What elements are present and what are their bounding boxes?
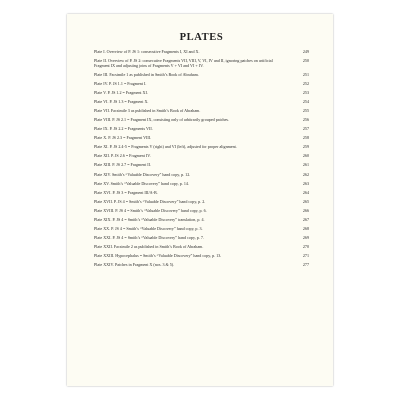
plate-caption: Plate XX. P. JS 4 = Smith’s “Valuable Discovery” hand copy, p. 3.: [94, 225, 203, 231]
plate-caption: Plate XIX. P. JS 4 = Smith’s “Valuable Discovery” translation, p. 4.: [94, 216, 205, 222]
list-item: [94, 126, 309, 131]
list-item: [94, 108, 309, 113]
page-number: 256: [302, 117, 309, 123]
plate-caption: Plate XIII. P. JS 2.7 = Fragment II.: [94, 162, 151, 168]
list-item: [94, 244, 309, 249]
page-number: 254: [302, 99, 309, 105]
list-item: [94, 217, 309, 222]
list-item: [94, 208, 309, 213]
page-number: 257: [302, 126, 309, 132]
document-page: [67, 14, 333, 386]
page-number: 267: [302, 216, 309, 222]
page-number: 269: [302, 234, 309, 240]
list-item: [94, 199, 309, 204]
list-item: [94, 262, 309, 267]
list-item: [94, 99, 309, 104]
list-item: [94, 226, 309, 231]
plate-caption: Plate XI. P. JS 2.4-5 = Fragments V (right) and VI (left), adjusted for proper alignment.: [94, 144, 237, 150]
page-number: 263: [302, 180, 309, 186]
plate-caption: Plate VIII. P. JS 2.1 = Fragment IX, consisting only of arbitrarily grouped patches.: [94, 117, 230, 123]
plate-caption: Plate IV. P. JS 1.1 = Fragment I.: [94, 81, 147, 87]
page-number: 277: [302, 261, 309, 267]
page-number: 261: [302, 162, 309, 168]
plate-caption: Plate XXII. Facsimile 2 as published in Smith’s Book of Abraham.: [94, 243, 204, 249]
plate-caption: Plate VI. P. JS 1.3 = Fragment X.: [94, 99, 149, 105]
plate-caption: Plate XXIV. Patches in Fragment X (nos. 3 & 5).: [94, 261, 175, 267]
page-number: 249: [302, 49, 309, 54]
page-number: 252: [302, 81, 309, 87]
page-number: 268: [302, 225, 309, 231]
list-item: [94, 162, 309, 167]
list-item: [94, 135, 309, 140]
page-number: 262: [302, 171, 309, 177]
page-number: 255: [302, 108, 309, 114]
page-number: 271: [302, 252, 309, 258]
page-number: 265: [302, 198, 309, 204]
list-item: [94, 190, 309, 195]
plate-caption: Plate IX. P. JS 2.2 = Fragments VII.: [94, 126, 153, 132]
page-number: 250: [302, 58, 309, 64]
page-number: 258: [302, 135, 309, 141]
page-number: 266: [302, 207, 309, 213]
list-item: [94, 235, 309, 240]
plate-caption: Plate V. P. JS 1.2 = Fragment XI.: [94, 90, 148, 96]
list-item: [94, 81, 309, 86]
plate-caption: Plate I. Overview of P. JS 1: consecutive Fragments I, XI and X.: [94, 49, 200, 54]
plate-caption: Plate X. P. JS 2.3 = Fragment VIII.: [94, 135, 152, 141]
page-number: 259: [302, 144, 309, 150]
page-title: PLATES: [179, 32, 224, 43]
list-item: [94, 117, 309, 122]
plate-caption: Plate XXI. P. JS 4 = Smith’s “Valuable Discovery” hand copy, p. 7.: [94, 234, 204, 240]
plate-caption: Plate XIV. Smith’s “Valuable Discovery” hand copy, p. 12.: [94, 171, 191, 177]
plates-list: [94, 49, 309, 267]
plate-caption: Plate XVIII. P. JS 4 = Smith’s “Valuable Discovery” hand copy, p. 6.: [94, 207, 207, 213]
list-item: [94, 49, 309, 54]
plate-caption: Plate XVI. P. JS 3 = Fragment III/A-B.: [94, 189, 158, 195]
page-number: 270: [302, 243, 309, 249]
plate-caption: Plate XVII. P. JS 4 = Smith’s “Valuable Discovery” hand copy, p. 2.: [94, 198, 206, 204]
plate-caption: Plate II. Overview of P. JS 2: consecutive Fragments VII, VIII, V, VI, IV and II, ignoring patches on artificial Fragment IX and adjusting joins of Fragments V + VI and VI + IV.: [94, 58, 273, 69]
list-item: [94, 72, 309, 77]
plate-caption: Plate VII. Facsimile 3 as published in Smith’s Book of Abraham.: [94, 108, 201, 114]
list-item: [94, 90, 309, 95]
list-item: [94, 153, 309, 158]
list-item: [94, 172, 309, 177]
list-item: [94, 58, 309, 68]
page-number: 264: [302, 189, 309, 195]
list-item: [94, 181, 309, 186]
list-item: [94, 253, 309, 258]
plate-caption: Plate XII. P. JS 2.6 = Fragment IV.: [94, 153, 151, 159]
page-number: 253: [302, 90, 309, 96]
plate-caption: Plate XXIII. Hypocephalus = Smith’s “Valuable Discovery” hand copy, p. 13.: [94, 252, 222, 258]
plate-caption: Plate XV. Smith’s “Valuable Discovery” hand copy, p. 14.: [94, 180, 189, 186]
page-number: 251: [302, 72, 309, 78]
page-number: 260: [302, 153, 309, 159]
plate-caption: Plate III. Facsimile 1 as published in Smith’s Book of Abraham.: [94, 72, 199, 78]
list-item: [94, 144, 309, 149]
